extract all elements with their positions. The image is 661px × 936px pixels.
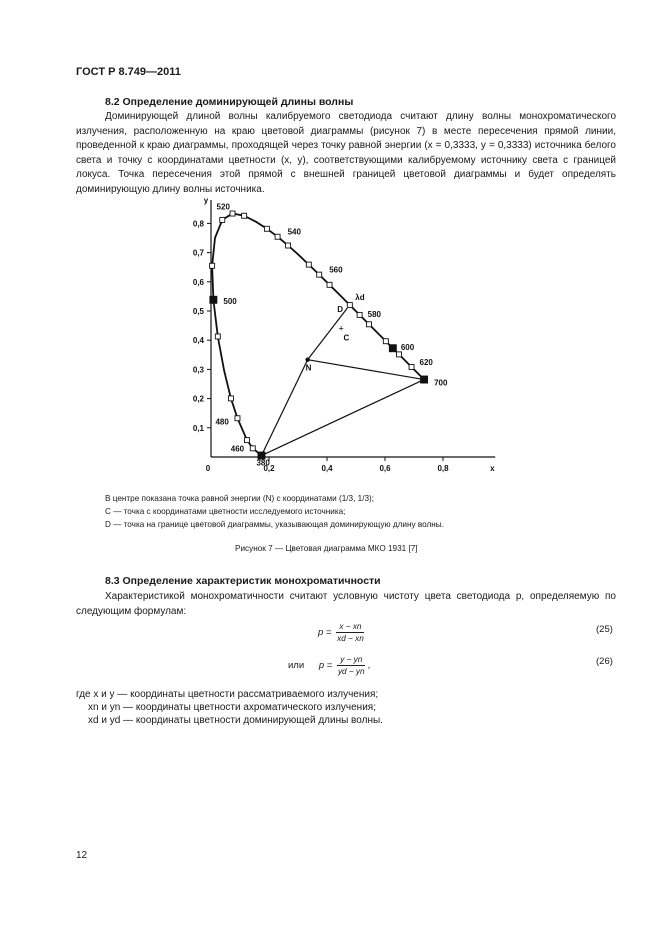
formula-25-number: (25): [596, 624, 613, 635]
y-tick-label: 0,3: [192, 365, 204, 375]
x-tick-label: 0,2: [263, 464, 275, 473]
chart-labels: [193, 196, 495, 473]
section-8-2-paragraph: Доминирующей длиной волны калибруемого светодиода считают длину волны монохроматического излучения, расположенную на краю цветовой диаграммы (рисунок 7) в месте пересечения прямой линии, проведенной к краю диаграммы, проходящей через точку равной энергии (x = 0,3333, y = 0,3333) источника белого света и точку с координатами цветности (x, y), соответствующими калибруемому источнику света с границей локуса. Точка пересечения этой прямой с внешней границей цветовой диаграммы и будет определять доминирующую длину волны источника.: [76, 111, 616, 195]
wavelength-label-580: 580: [367, 309, 381, 319]
locus-marker: [383, 339, 388, 344]
figure-note-1: В центре показана точка равной энергии (N) с координатами (1/3, 1/3);: [105, 494, 375, 503]
y-tick-label: 0,6: [192, 277, 204, 287]
formula-26-prefix: или: [288, 660, 305, 672]
y-tick-label: 0,2: [192, 394, 204, 404]
locus-marker: [306, 262, 311, 267]
formula-25-lhs: p =: [318, 627, 332, 639]
figure-note-2: С — точка с координатами цветности исследуемого источника;: [105, 507, 346, 516]
locus-marker: [275, 234, 280, 239]
section-8-2-heading: 8.2 Определение доминирующей длины волны: [105, 96, 354, 108]
locus-marker: [286, 243, 291, 248]
locus-marker: [244, 438, 249, 443]
section-8-3-heading: 8.3 Определение характеристик монохроматичности: [105, 575, 381, 587]
formula-26-number: (26): [596, 656, 613, 667]
y-tick-label: 0,7: [192, 248, 204, 258]
formula-26-fraction: [335, 655, 368, 676]
formula-25-numerator: x − xn: [336, 622, 364, 633]
spectral-locus: [212, 214, 424, 456]
wavelength-label-700: 700: [434, 378, 448, 388]
wavelength-label-560: 560: [329, 265, 343, 275]
figure-caption: Рисунок 7 — Цветовая диаграмма МКО 1931 [7]: [235, 544, 418, 553]
formula-26-trail: ,: [367, 660, 371, 672]
where-line-1: где x и y — координаты цветности рассматриваемого излучения;: [76, 689, 379, 700]
locus-marker: [215, 334, 220, 339]
origin-label: 0: [205, 464, 211, 473]
figure-note-3: D — точка на границе цветовой диаграммы, указывающая доминирующую длину волны.: [105, 520, 444, 529]
x-tick-label: 0,6: [379, 464, 391, 473]
formula-26-numerator: y − yn: [337, 655, 365, 666]
locus-markers: [210, 211, 428, 459]
y-tick-label: 0,5: [192, 307, 204, 316]
locus-marker: [210, 296, 217, 303]
wavelength-label-460: 460: [230, 444, 245, 454]
point-c-cross: +: [338, 323, 344, 334]
wavelength-label-620: 620: [419, 357, 433, 367]
locus-marker: [366, 322, 371, 327]
locus-marker: [347, 303, 352, 308]
label-n: N: [305, 363, 312, 373]
label-d: D: [337, 305, 344, 315]
cie-chromaticity-diagram: [180, 195, 510, 480]
where-line-2: xn и yn — координаты цветности ахроматического излучения;: [88, 702, 376, 713]
where-line-3: xd и yd — координаты цветности доминирующей длины волны.: [88, 715, 383, 726]
section-8-3-paragraph: Характеристикой монохроматичности считают условную чистоту цвета светодиода p, определяемую по следующим формулам:: [76, 591, 616, 617]
locus-marker: [396, 352, 401, 357]
locus-marker: [409, 364, 414, 369]
locus-marker: [220, 217, 225, 222]
formula-26-denominator: yd − yn: [337, 667, 365, 676]
x-axis-label: x: [490, 464, 495, 473]
label-c: C: [343, 333, 350, 343]
wavelength-label-380: 380: [256, 458, 270, 468]
point-n: [305, 357, 309, 361]
locus-marker: [210, 263, 215, 268]
n-to-380-line: [261, 360, 307, 456]
locus-marker: [242, 213, 247, 218]
label-lambda-d: λd: [355, 293, 365, 303]
locus-marker: [357, 312, 362, 317]
y-axis-label: y: [203, 195, 209, 205]
spectral-locus-curve: [212, 214, 424, 456]
locus-marker: [264, 226, 269, 231]
y-tick-label: 0,4: [192, 336, 204, 346]
formula-25: [318, 622, 367, 643]
locus-marker: [389, 345, 396, 352]
wavelength-label-480: 480: [215, 417, 229, 427]
formula-25-denominator: xd − xn: [337, 634, 364, 643]
formula-25-fraction: [334, 622, 367, 643]
locus-marker: [317, 272, 322, 277]
wavelength-label-500: 500: [223, 296, 237, 306]
page-number: 12: [76, 850, 88, 861]
x-tick-label: 0,4: [321, 464, 333, 473]
formula-26: [288, 655, 370, 676]
formula-26-lhs: p =: [318, 660, 333, 672]
purple-line: [261, 380, 424, 456]
x-tick-label: 0,8: [437, 464, 449, 473]
y-tick-label: 0,1: [192, 423, 204, 433]
locus-marker: [228, 396, 233, 401]
wavelength-label-600: 600: [400, 343, 415, 353]
document-header: ГОСТ Р 8.749—2011: [76, 66, 181, 78]
wavelength-label-540: 540: [287, 227, 301, 237]
locus-marker: [327, 282, 332, 287]
locus-marker: [421, 376, 428, 383]
y-tick-label: 0,8: [192, 219, 204, 229]
locus-marker: [230, 211, 235, 216]
locus-marker: [235, 416, 240, 421]
wavelength-label-520: 520: [216, 202, 230, 212]
n-to-d-line: [308, 308, 348, 360]
locus-marker: [250, 446, 255, 451]
chart-axes: [207, 200, 495, 461]
